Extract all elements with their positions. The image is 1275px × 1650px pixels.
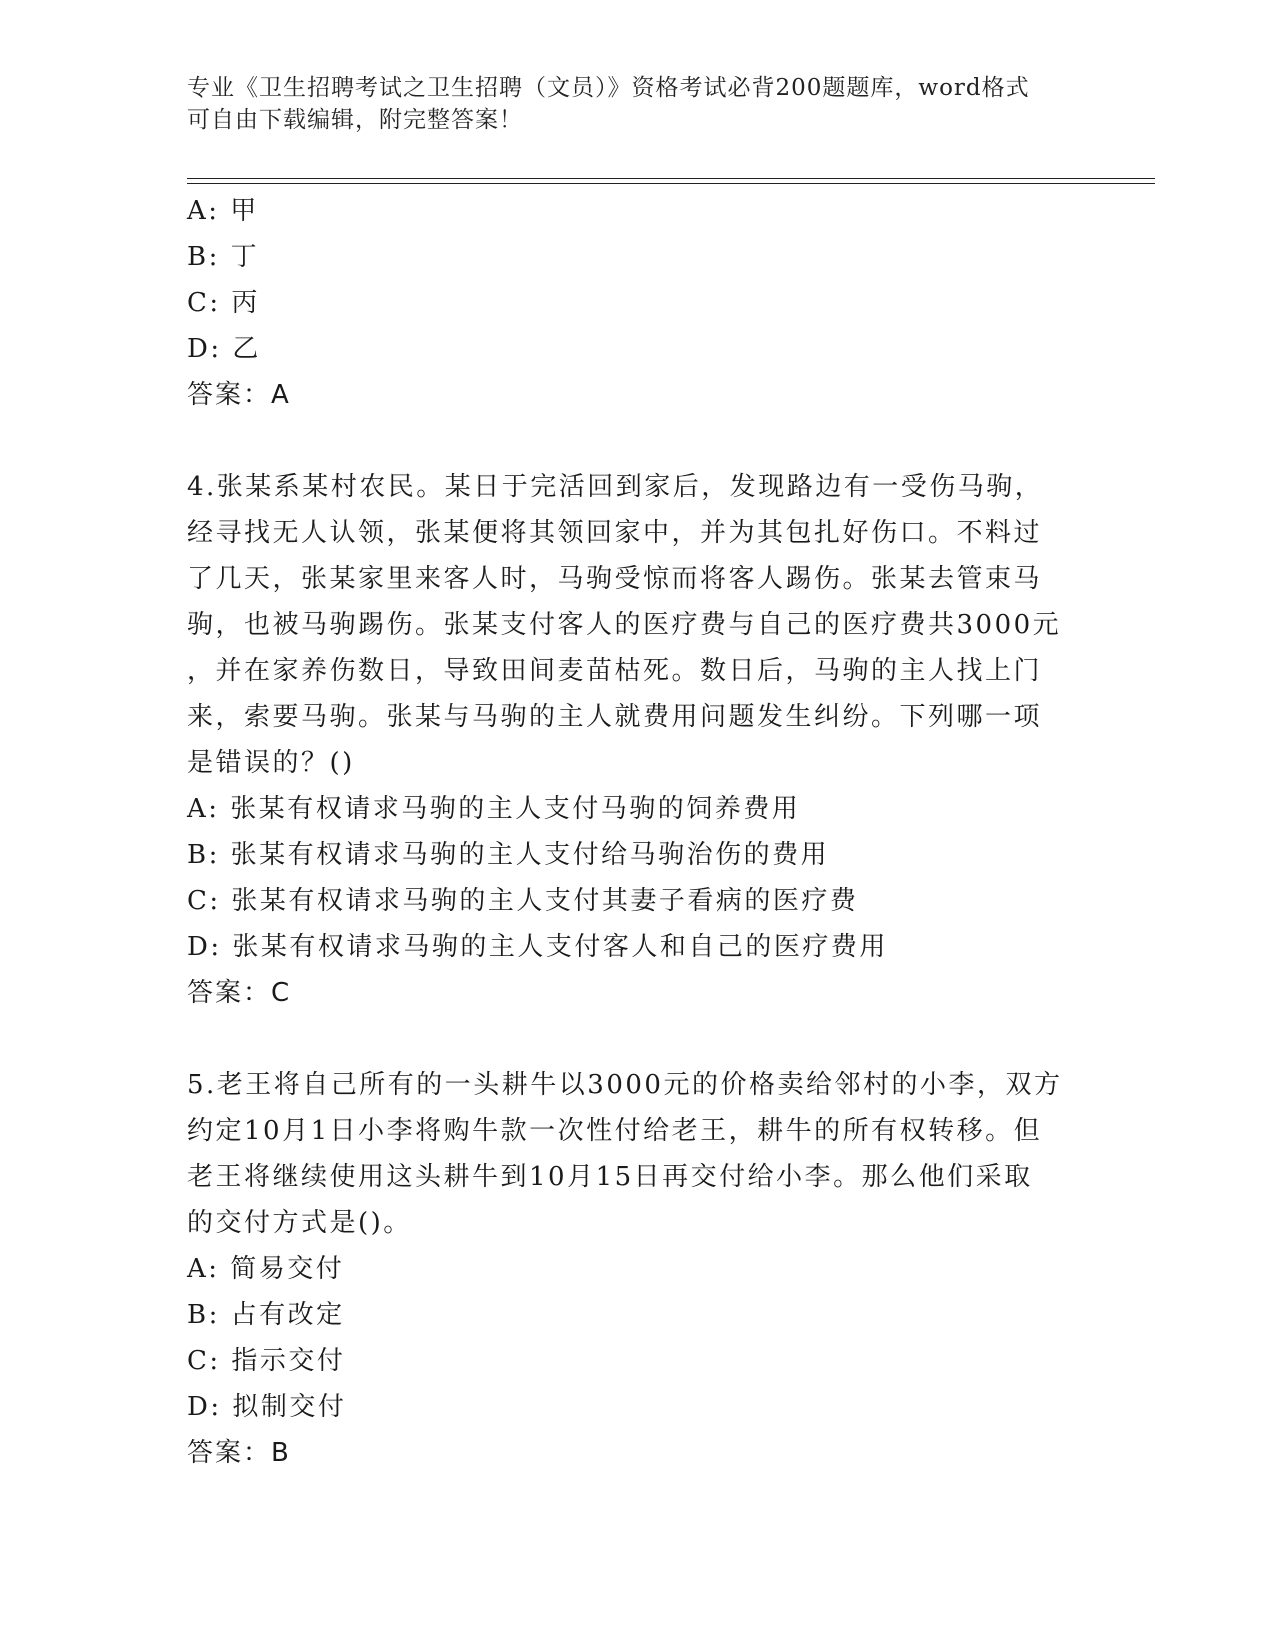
- question-stem-line: 是错误的？(): [187, 748, 355, 778]
- question-stem-line: 4.张某系某村农民。某日于完活回到家后，发现路边有一受伤马驹，: [187, 472, 1044, 502]
- option-b: B: 张某有权请求马驹的主人支付给马驹治伤的费用: [187, 840, 830, 870]
- option-a: A: 甲: [187, 196, 259, 226]
- header-line-1: 专业《卫生招聘考试之卫生招聘（文员）》资格考试必背200题题库，word格式: [187, 75, 1030, 101]
- document-header: [187, 72, 1087, 136]
- question-stem-line: 约定10月1日小李将购牛款一次性付给老王，耕牛的所有权转移。但: [187, 1116, 1043, 1146]
- question-stem-line: 经寻找无人认领，张某便将其领回家中，并为其包扎好伤口。不料过: [187, 518, 1043, 548]
- option-a: A: 张某有权请求马驹的主人支付马驹的饲养费用: [187, 794, 801, 824]
- answer: 答案：B: [187, 1438, 291, 1468]
- option-c: C: 张某有权请求马驹的主人支付其妻子看病的医疗费: [187, 886, 859, 916]
- header-divider-bottom: [187, 183, 1155, 184]
- option-c: C: 丙: [187, 288, 260, 318]
- option-d: D: 拟制交付: [187, 1392, 347, 1422]
- question-stem-line: 5.老王将自己所有的一头耕牛以3000元的价格卖给邻村的小李，双方: [187, 1070, 1063, 1100]
- option-c: C: 指示交付: [187, 1346, 346, 1376]
- question-3: [187, 188, 1087, 418]
- option-d: D: 张某有权请求马驹的主人支付客人和自己的医疗费用: [187, 932, 888, 962]
- question-stem-line: 来，索要马驹。张某与马驹的主人就费用问题发生纠纷。下列哪一项: [187, 702, 1043, 732]
- option-a: A: 简易交付: [187, 1254, 345, 1284]
- question-stem-line: 了几天，张某家里来客人时，马驹受惊而将客人踢伤。张某去管束马: [187, 564, 1043, 594]
- question-stem-line: 的交付方式是()。: [187, 1208, 412, 1238]
- header-line-2: 可自由下载编辑，附完整答案！: [187, 107, 523, 133]
- question-stem-line: 老王将继续使用这头耕牛到10月15日再交付给小李。那么他们采取: [187, 1162, 1033, 1192]
- option-b: B: 占有改定: [187, 1300, 345, 1330]
- option-b: B: 丁: [187, 242, 260, 272]
- answer: 答案：A: [187, 380, 291, 410]
- header-divider-top: [187, 178, 1155, 179]
- document-body: [187, 188, 1087, 1476]
- question-stem-line: ，并在家养伤数日，导致田间麦苗枯死。数日后，马驹的主人找上门: [187, 656, 1043, 686]
- answer: 答案：C: [187, 978, 292, 1008]
- question-4: [187, 464, 1087, 1016]
- question-stem-line: 驹，也被马驹踢伤。张某支付客人的医疗费与自己的医疗费共3000元: [187, 610, 1062, 640]
- option-d: D: 乙: [187, 334, 261, 364]
- question-5: [187, 1062, 1087, 1476]
